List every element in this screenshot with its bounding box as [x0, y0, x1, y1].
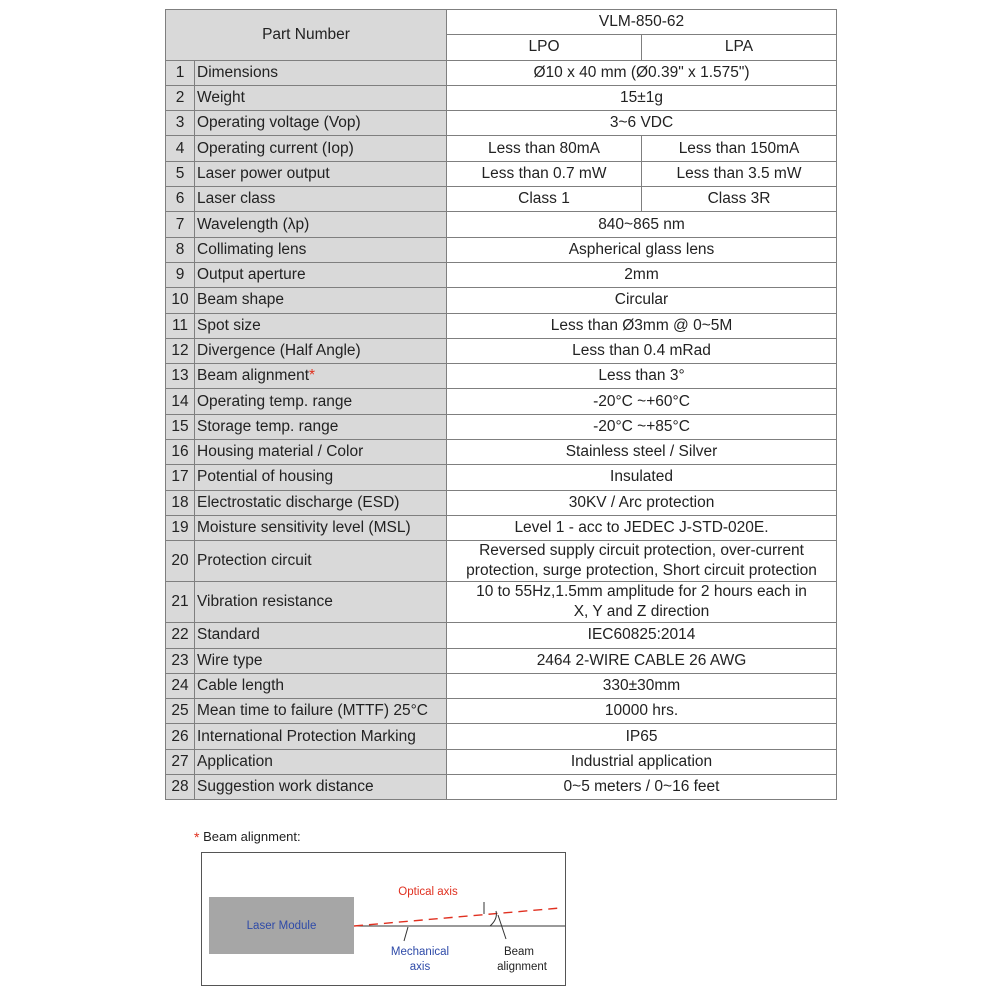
model-name: VLM-850-62	[447, 10, 837, 35]
table-row	[166, 212, 837, 237]
footnote-asterisk: *	[309, 367, 316, 385]
row-value-lpa: Less than 150mA	[642, 136, 837, 161]
table-row	[166, 161, 837, 186]
beam-alignment-figure	[202, 853, 565, 985]
beam-alignment-diagram	[201, 852, 566, 986]
footnote-asterisk: *	[194, 829, 200, 845]
spec-table	[165, 9, 837, 800]
row-number: 4	[166, 136, 195, 161]
row-label: Collimating lens	[195, 237, 447, 262]
row-number: 27	[166, 749, 195, 774]
row-number: 9	[166, 262, 195, 287]
row-label: Moisture sensitivity level (MSL)	[195, 515, 447, 540]
footnote-text: Beam alignment:	[203, 829, 301, 844]
row-value: 30KV / Arc protection	[447, 490, 837, 515]
row-value: Less than 3°	[447, 364, 837, 389]
row-number: 3	[166, 111, 195, 136]
row-label	[195, 364, 447, 389]
table-row	[166, 465, 837, 490]
beam-alignment-footnote	[194, 829, 301, 845]
row-label: Vibration resistance	[195, 582, 447, 623]
row-label: Dimensions	[195, 60, 447, 85]
laser-module-label: Laser Module	[246, 920, 317, 932]
table-row	[166, 648, 837, 673]
row-value-line: Reversed supply circuit protection, over-current	[479, 542, 804, 560]
table-row	[166, 440, 837, 465]
row-label: Operating temp. range	[195, 389, 447, 414]
beam-leader	[498, 915, 506, 939]
row-label: Laser power output	[195, 161, 447, 186]
row-value: Level 1 - acc to JEDEC J-STD-020E.	[447, 515, 837, 540]
table-row	[166, 136, 837, 161]
row-value: Stainless steel / Silver	[447, 440, 837, 465]
beam-alignment-label-2: alignment	[497, 961, 547, 973]
optical-axis-label: Optical axis	[398, 886, 458, 898]
row-number: 24	[166, 673, 195, 698]
row-number: 26	[166, 724, 195, 749]
row-value: 2mm	[447, 262, 837, 287]
row-value: -20°C ~+85°C	[447, 414, 837, 439]
table-row	[166, 673, 837, 698]
row-value: 2464 2-WIRE CABLE 26 AWG	[447, 648, 837, 673]
row-label: Protection circuit	[195, 541, 447, 582]
row-label: Application	[195, 749, 447, 774]
table-row	[166, 389, 837, 414]
row-label: Electrostatic discharge (ESD)	[195, 490, 447, 515]
row-value: Industrial application	[447, 749, 837, 774]
row-value: Insulated	[447, 465, 837, 490]
row-label: Standard	[195, 623, 447, 648]
row-number: 28	[166, 775, 195, 800]
row-value-line: X, Y and Z direction	[573, 603, 710, 621]
table-row	[166, 313, 837, 338]
header-row-1	[166, 10, 837, 35]
row-label: Wavelength (λp)	[195, 212, 447, 237]
table-row	[166, 541, 837, 582]
row-value: Ø10 x 40 mm (Ø0.39" x 1.575")	[447, 60, 837, 85]
row-number: 16	[166, 440, 195, 465]
row-value-lpo: Less than 80mA	[447, 136, 642, 161]
row-label: Wire type	[195, 648, 447, 673]
row-number: 11	[166, 313, 195, 338]
row-number: 10	[166, 288, 195, 313]
row-number: 2	[166, 85, 195, 110]
table-row	[166, 699, 837, 724]
row-number: 20	[166, 541, 195, 582]
row-number: 18	[166, 490, 195, 515]
row-label: Potential of housing	[195, 465, 447, 490]
row-label: Output aperture	[195, 262, 447, 287]
row-number: 6	[166, 187, 195, 212]
row-value-lpa: Less than 3.5 mW	[642, 161, 837, 186]
row-number: 1	[166, 60, 195, 85]
beam-alignment-label-1: Beam	[503, 946, 535, 958]
row-label: Housing material / Color	[195, 440, 447, 465]
row-value: -20°C ~+60°C	[447, 389, 837, 414]
table-row	[166, 515, 837, 540]
mechanical-axis-label-2: axis	[409, 961, 431, 973]
row-value-lpo: Less than 0.7 mW	[447, 161, 642, 186]
row-value-line: 10 to 55Hz,1.5mm amplitude for 2 hours each in	[476, 583, 807, 601]
table-row	[166, 60, 837, 85]
row-number: 23	[166, 648, 195, 673]
row-label: Cable length	[195, 673, 447, 698]
row-number: 5	[166, 161, 195, 186]
row-value-line: protection, surge protection, Short circuit protection	[466, 562, 817, 580]
table-row	[166, 187, 837, 212]
table-row	[166, 364, 837, 389]
row-value: 330±30mm	[447, 673, 837, 698]
row-value: Circular	[447, 288, 837, 313]
table-row	[166, 262, 837, 287]
row-label: Weight	[195, 85, 447, 110]
row-number: 22	[166, 623, 195, 648]
table-row	[166, 237, 837, 262]
row-value	[447, 541, 837, 582]
variant-lpa: LPA	[642, 35, 837, 60]
row-label: Mean time to failure (MTTF) 25°C	[195, 699, 447, 724]
row-number: 17	[166, 465, 195, 490]
row-number: 13	[166, 364, 195, 389]
row-label: Operating voltage (Vop)	[195, 111, 447, 136]
row-number: 12	[166, 338, 195, 363]
row-number: 25	[166, 699, 195, 724]
optical-axis-line	[354, 908, 560, 926]
table-row	[166, 775, 837, 800]
table-row	[166, 623, 837, 648]
row-value: Less than 0.4 mRad	[447, 338, 837, 363]
row-value: 840~865 nm	[447, 212, 837, 237]
row-label: Beam shape	[195, 288, 447, 313]
row-value: IEC60825:2014	[447, 623, 837, 648]
row-value-lpa: Class 3R	[642, 187, 837, 212]
row-number: 7	[166, 212, 195, 237]
table-row	[166, 414, 837, 439]
row-number: 21	[166, 582, 195, 623]
row-label: Spot size	[195, 313, 447, 338]
row-value: 0~5 meters / 0~16 feet	[447, 775, 837, 800]
table-row	[166, 288, 837, 313]
row-number: 19	[166, 515, 195, 540]
row-label: Suggestion work distance	[195, 775, 447, 800]
table-row	[166, 490, 837, 515]
mechanical-axis-label-1: Mechanical	[390, 946, 450, 958]
row-number: 14	[166, 389, 195, 414]
row-value: Less than Ø3mm @ 0~5M	[447, 313, 837, 338]
part-number-label: Part Number	[166, 10, 447, 61]
row-number: 15	[166, 414, 195, 439]
row-label-text: Beam alignment	[197, 367, 310, 385]
row-number: 8	[166, 237, 195, 262]
table-row	[166, 85, 837, 110]
row-value: 10000 hrs.	[447, 699, 837, 724]
row-value-lpo: Class 1	[447, 187, 642, 212]
row-label: Storage temp. range	[195, 414, 447, 439]
variant-lpo: LPO	[447, 35, 642, 60]
table-row	[166, 749, 837, 774]
row-label: Operating current (Iop)	[195, 136, 447, 161]
row-value: Aspherical glass lens	[447, 237, 837, 262]
table-row	[166, 724, 837, 749]
mechanical-leader	[404, 927, 408, 941]
row-value: 15±1g	[447, 85, 837, 110]
row-value: 3~6 VDC	[447, 111, 837, 136]
row-value: IP65	[447, 724, 837, 749]
table-row	[166, 338, 837, 363]
row-label: Laser class	[195, 187, 447, 212]
table-row	[166, 111, 837, 136]
row-value	[447, 582, 837, 623]
row-label: International Protection Marking	[195, 724, 447, 749]
row-label: Divergence (Half Angle)	[195, 338, 447, 363]
table-row	[166, 582, 837, 623]
